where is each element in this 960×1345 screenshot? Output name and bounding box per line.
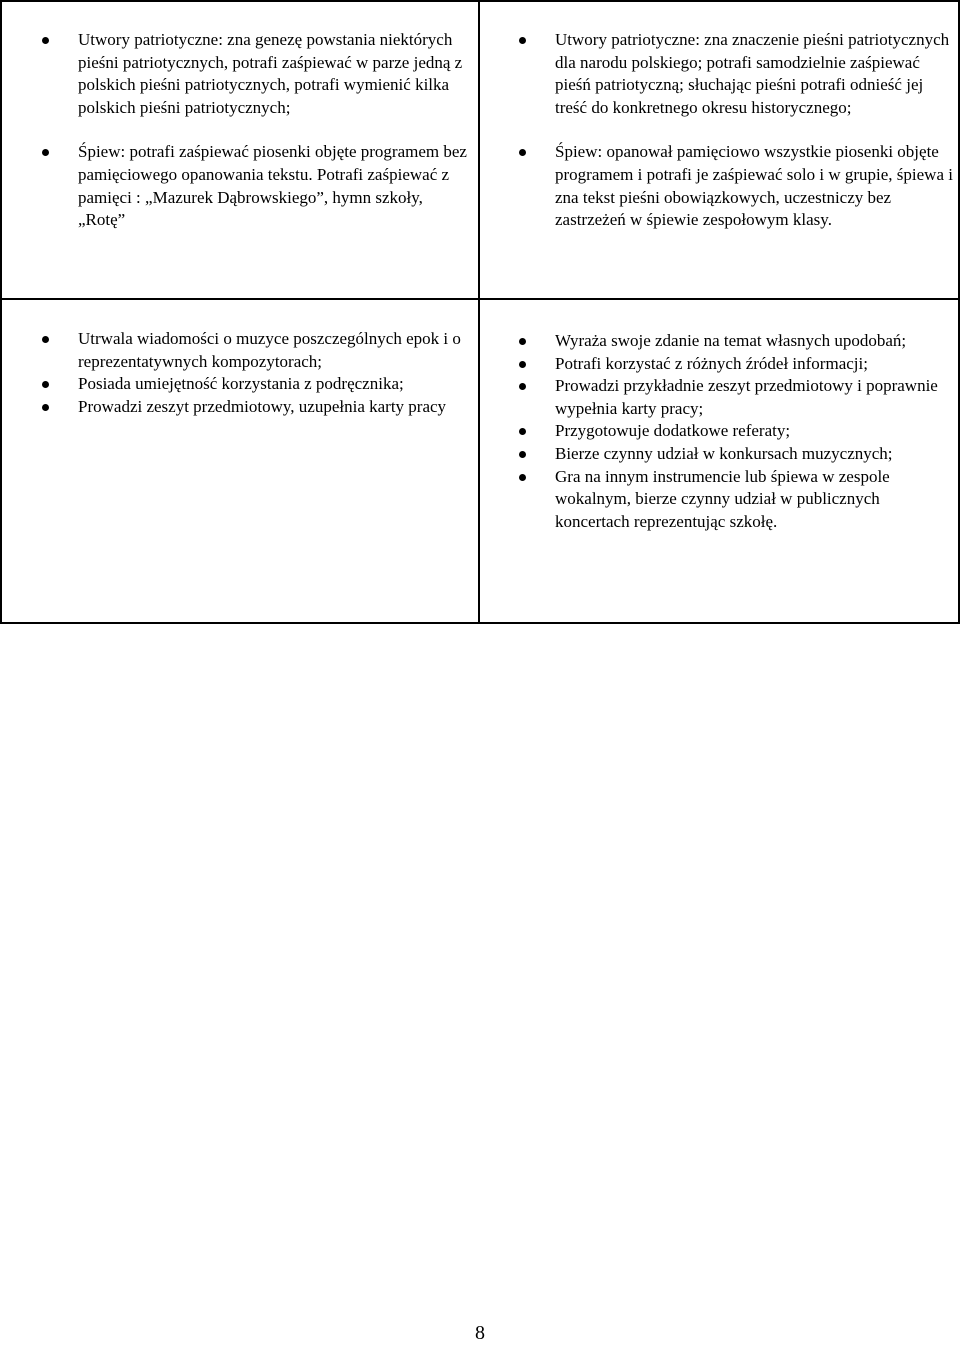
list-item xyxy=(555,466,955,534)
bullet-icon xyxy=(519,428,526,435)
bullet-list xyxy=(78,29,468,254)
bullet-icon xyxy=(42,37,49,44)
list-item xyxy=(78,328,473,373)
bullet-icon xyxy=(519,338,526,345)
table-row xyxy=(2,300,960,624)
table-cell xyxy=(480,2,960,300)
bullet-icon xyxy=(519,361,526,368)
bullet-icon xyxy=(42,336,49,343)
bullet-list xyxy=(78,328,473,418)
page-number: 8 xyxy=(475,1322,485,1344)
table-cell xyxy=(480,300,960,624)
list-item xyxy=(78,396,473,419)
list-item-text: Przygotowuje dodatkowe referaty; xyxy=(555,421,791,441)
bullet-icon xyxy=(519,149,526,156)
bullet-icon xyxy=(519,383,526,390)
list-item xyxy=(555,443,955,466)
list-item-text: Bierze czynny udział w konkursach muzycznych; xyxy=(555,443,893,463)
bullet-icon xyxy=(42,404,49,411)
list-item xyxy=(78,29,468,119)
list-item-text: Prowadzi przykładnie zeszyt przedmiotowy i poprawnie wypełnia karty pracy; xyxy=(555,376,938,418)
bullet-list xyxy=(555,29,953,254)
list-item-text: Potrafi korzystać z różnych źródeł informacji; xyxy=(555,353,868,373)
list-item-text: Utwory patriotyczne: zna znaczenie pieśni patriotycznych dla narodu polskiego; potrafi samodzielnie zaśpiewać pieśń patriotyczną; słuchając pieśni potrafi odnieść jej treść do konkretnego okresu historycznego; xyxy=(555,30,950,117)
table-cell xyxy=(2,2,480,300)
list-item xyxy=(555,375,955,420)
list-item-text: Prowadzi zeszyt przedmiotowy, uzupełnia karty pracy xyxy=(78,396,447,416)
list-item xyxy=(555,420,955,443)
list-item xyxy=(555,330,955,353)
list-item-text: Śpiew: opanował pamięciowo wszystkie piosenki objęte programem i potrafi je zaśpiewać solo i w grupie, śpiewa i zna tekst pieśni obowiązkowych, uczestniczy bez zastrzeżeń w śpiewie zespołowym klasy. xyxy=(555,142,953,230)
requirements-table xyxy=(0,0,960,624)
list-item xyxy=(555,141,953,231)
list-item-text: Gra na innym instrumencie lub śpiewa w zespole wokalnym, bierze czynny udział w publicznych koncertach reprezentując szkołę. xyxy=(555,466,890,531)
list-item xyxy=(555,353,955,376)
list-item xyxy=(555,29,953,119)
bullet-icon xyxy=(519,37,526,44)
bullet-icon xyxy=(519,451,526,458)
bullet-icon xyxy=(42,149,49,156)
list-item-text: Wyraża swoje zdanie na temat własnych upodobań; xyxy=(555,331,907,350)
bullet-icon xyxy=(519,474,526,481)
bullet-icon xyxy=(42,381,49,388)
list-item xyxy=(78,141,468,231)
bullet-list xyxy=(555,330,955,533)
table-cell xyxy=(2,300,480,624)
list-item-text: Utwory patriotyczne: zna genezę powstania niektórych pieśni patriotycznych, potrafi zaśpiewać w parze jedną z polskich pieśni patriotycznych, potrafi wymienić kilka polskich pieśni patriotycznych; xyxy=(78,30,463,117)
list-item-text: Utrwala wiadomości o muzyce poszczególnych epok i o reprezentatywnych kompozytorach; xyxy=(78,329,461,371)
list-item-text: Śpiew: potrafi zaśpiewać piosenki objęte programem bez pamięciowego opanowania tekstu. Potrafi zaśpiewać z pamięci : „Mazurek Dąbrowskiego”, hymn szkoły, „Rotę” xyxy=(78,142,467,230)
table-row xyxy=(2,2,960,300)
list-item-text: Posiada umiejętność korzystania z podręcznika; xyxy=(78,374,404,394)
list-item xyxy=(78,373,473,396)
